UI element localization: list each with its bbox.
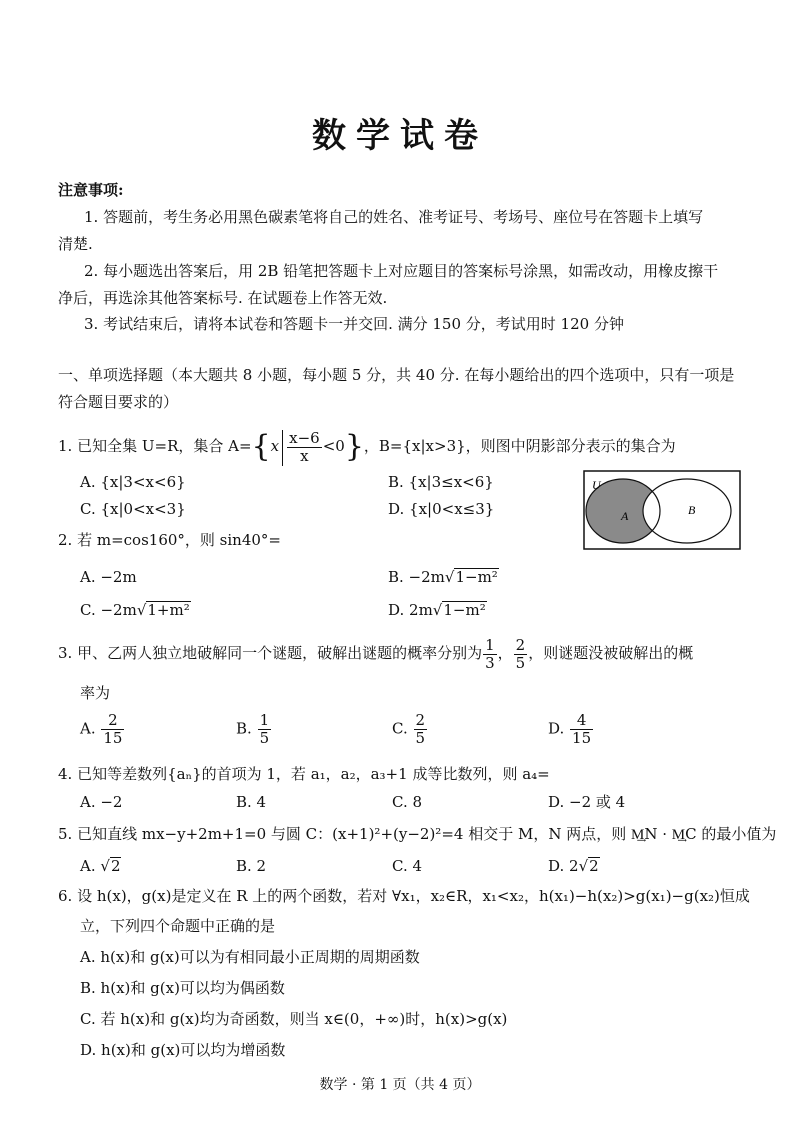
question-1-text-b: ，B={x|x>3}，则图中阴影部分表示的集合为: [363, 437, 676, 455]
venn-label-b: B: [688, 503, 696, 517]
probability-2-denominator: 5: [515, 653, 526, 672]
option-b-prefix: B. −2m: [388, 568, 445, 586]
question-2-number: 2.: [58, 531, 73, 549]
question-5-number: 5.: [58, 825, 73, 843]
question-3-stem: [58, 636, 693, 672]
question-2-option-a: A. −2m: [80, 568, 137, 586]
question-3-option-b: [236, 712, 272, 747]
option-d-denominator: 15: [572, 729, 592, 747]
notice-item-1-line-1: 1. 答题前，考生务必用黑色碳素笔将自己的姓名、准考证号、考场号、座位号在答题卡上填写: [84, 208, 704, 226]
option-b-denominator: 5: [259, 729, 270, 747]
question-4-option-a: A. −2: [80, 793, 123, 811]
question-1-option-d: D. {x|0<x≤3}: [388, 500, 495, 518]
option-a-numerator: 2: [101, 712, 124, 730]
question-6-stem-line-1: [58, 886, 750, 906]
question-3-number: 3.: [58, 644, 73, 662]
question-1-stem: [58, 428, 676, 466]
question-4-number: 4.: [58, 765, 73, 783]
probability-2-numerator: 2: [515, 635, 526, 654]
set-close-brace-icon: }: [344, 429, 364, 464]
question-1-text-a: 已知全集 U=R，集合 A=: [77, 437, 252, 455]
option-d-label: D.: [548, 719, 565, 738]
fraction-denominator: x: [300, 446, 309, 465]
question-4-option-b: B. 4: [236, 793, 267, 811]
question-6-option-a: A. h(x)和 g(x)可以为有相同最小正周期的周期函数: [80, 948, 420, 966]
fraction-numerator: x−6: [289, 428, 320, 447]
question-2-option-c: C. −2m√1+m²: [80, 601, 190, 619]
question-6-number: 6.: [58, 887, 73, 905]
venn-label-u: U: [592, 478, 601, 492]
section-1-heading-line-2: 符合题目要求的）: [58, 393, 179, 411]
question-1-option-b: B. {x|3≤x<6}: [388, 473, 494, 491]
option-c-radicand: 1+m²: [147, 601, 190, 619]
option-b-radicand: 1−m²: [455, 568, 498, 586]
question-6-option-c: C. 若 h(x)和 g(x)均为奇函数，则当 x∈(0，+∞)时，h(x)>g(x): [80, 1010, 508, 1028]
venn-diagram: [583, 470, 741, 550]
question-3-option-c: [392, 712, 428, 747]
option-a-radicand: 2: [110, 857, 121, 875]
question-1-option-c: C. {x|0<x<3}: [80, 500, 186, 518]
option-a-denominator: 15: [103, 729, 123, 747]
question-3-text-c: 率为: [80, 684, 111, 702]
option-d-numerator: 4: [570, 712, 593, 730]
question-2-option-d: D. 2m√1−m²: [388, 601, 486, 619]
set-divider: [282, 430, 283, 466]
question-1-option-a: A. {x|3<x<6}: [80, 473, 186, 491]
question-1-number: 1.: [58, 437, 73, 455]
question-4-option-c: C. 8: [392, 793, 423, 811]
venn-label-a: A: [621, 509, 629, 523]
question-5-option-a: A. √2: [80, 857, 121, 875]
question-5-option-d: D. 2√2: [548, 857, 599, 875]
option-d-prefix: D. 2m: [388, 601, 433, 619]
question-4-option-d: D. −2 或 4: [548, 793, 626, 811]
notice-item-1-line-2: 清楚.: [58, 235, 93, 253]
option-d-prefix: D. 2: [548, 857, 579, 875]
section-1-heading-line-1: 一、单项选择题（本大题共 8 小题，每小题 5 分，共 40 分. 在每小题给出的四个选项中，只有一项是: [58, 366, 735, 384]
probability-1-denominator: 3: [485, 653, 495, 672]
question-4-stem: [58, 764, 550, 784]
option-a-label: A.: [80, 719, 96, 738]
notice-heading: 注意事项:: [58, 181, 124, 199]
option-d-radicand: 1−m²: [443, 601, 486, 619]
question-5-stem: [58, 824, 776, 844]
question-1-fraction: [287, 430, 322, 465]
question-3-option-d: [548, 712, 594, 747]
option-b-label: B.: [236, 719, 252, 738]
notice-item-2-line-2: 净后，再选涂其他答案标号. 在试题卷上作答无效.: [58, 289, 388, 307]
notice-item-2-line-1: 2. 每小题选出答案后，用 2B 铅笔把答题卡上对应题目的答案标号涂黑，如需改动，用橡皮擦干: [84, 262, 719, 280]
option-c-denominator: 5: [415, 729, 426, 747]
question-5-text: 已知直线 mx−y+2m+1=0 与圆 C：(x+1)²+(y−2)²=4 相交于 M，N 两点，则 M͢N · M͢C 的最小值为: [77, 825, 777, 843]
question-4-text: 已知等差数列{aₙ}的首项为 1，若 a₁，a₂，a₃+1 成等比数列，则 a₄=: [77, 765, 550, 783]
question-5-option-c: C. 4: [392, 857, 423, 875]
page-title: 数学试卷: [312, 116, 488, 156]
set-open-brace-icon: {: [251, 429, 271, 464]
question-2-text: 若 m=cos160°，则 sin40°=: [77, 531, 281, 549]
question-6-option-b: B. h(x)和 g(x)可以均为偶函数: [80, 979, 285, 997]
option-b-numerator: 1: [259, 711, 270, 729]
question-3-text-b: ，则谜题没被破解出的概: [528, 644, 694, 662]
set-variable: x: [270, 437, 280, 455]
question-2-stem: [58, 530, 281, 550]
separator: ，: [497, 644, 513, 662]
option-c-prefix: C. −2m: [80, 601, 137, 619]
question-6-option-d: D. h(x)和 g(x)可以均为增函数: [80, 1041, 286, 1059]
question-6-text-line-2: 立，下列四个命题中正确的是: [80, 917, 276, 935]
question-5-option-b: B. 2: [236, 857, 267, 875]
option-c-numerator: 2: [415, 711, 426, 729]
set-condition-tail: <0: [322, 437, 345, 455]
probability-2: [514, 637, 528, 672]
question-3-text-a: 甲、乙两人独立地破解同一个谜题，破解出谜题的概率分别为: [77, 644, 483, 662]
option-c-label: C.: [392, 719, 408, 738]
notice-item-3: 3. 考试结束后，请将本试卷和答题卡一并交回. 满分 150 分，考试用时 120 分钟: [84, 315, 624, 333]
probability-1-numerator: 1: [485, 635, 495, 654]
option-a-prefix: A.: [80, 857, 101, 875]
question-2-option-b: B. −2m√1−m²: [388, 568, 498, 586]
question-3-option-a: [80, 712, 125, 747]
probability-1: [483, 637, 497, 672]
question-6-text-line-1: 设 h(x)，g(x)是定义在 R 上的两个函数，若对 ∀x₁，x₂∈R，x₁<x₂，h(x₁)−h(x₂)>g(x₁)−g(x₂)恒成: [77, 887, 750, 905]
option-d-radicand: 2: [589, 857, 599, 875]
page-footer: 数学 · 第 1 页（共 4 页）: [319, 1077, 481, 1093]
